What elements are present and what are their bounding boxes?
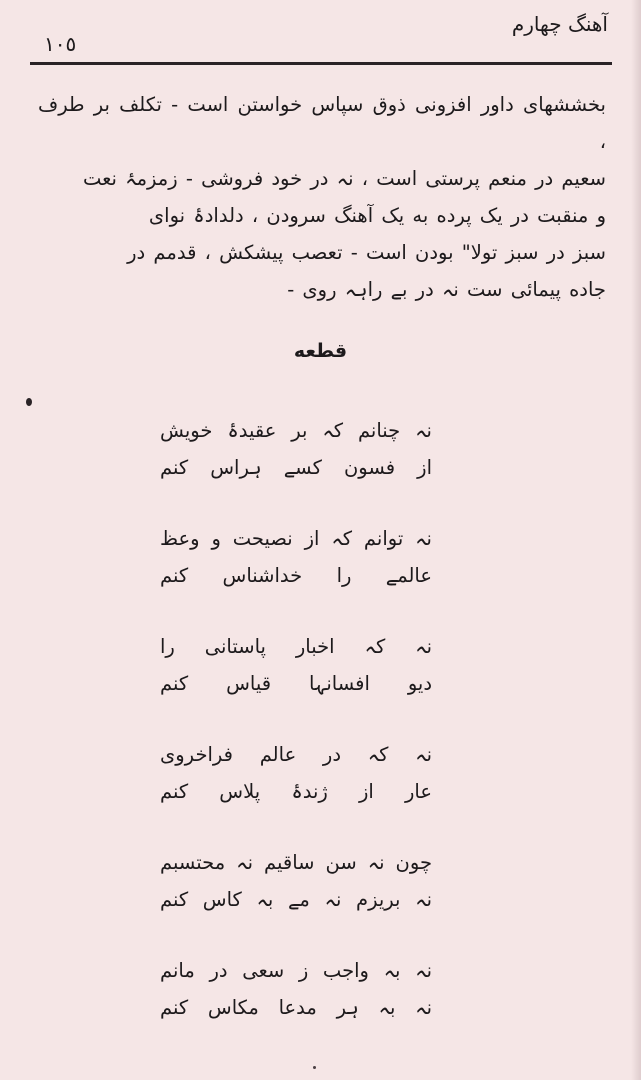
stanza — [160, 844, 432, 918]
verse-line: عالمے را خداشناس کنم — [160, 564, 432, 587]
prose-line: بخششهای داور افزونی ذوق سپاس خواستن است - تکلف بر طرف ، — [38, 93, 606, 153]
page-header — [30, 10, 612, 62]
prose-paragraph — [38, 86, 606, 308]
verse-line: نہ کہ در عالم فراخروی — [160, 743, 432, 766]
ink-spot — [26, 398, 32, 406]
prose-line: و منقبت در یک پرده به یک آهنگ سرودن ، دلدادۂ نوای — [148, 204, 606, 227]
verse-line: عار از ژندۂ پلاس کنم — [160, 780, 432, 803]
poem — [160, 412, 432, 1060]
verse-line: نہ کہ اخبار پاستانی را — [160, 635, 432, 658]
section-title: قطعه — [293, 340, 348, 362]
verse-line: نہ بہ ہر مدعا مکاس کنم — [160, 996, 432, 1019]
header-rule — [30, 62, 612, 65]
stanza — [160, 412, 432, 486]
verse-line: دیو افسانہا قیاس کنم — [160, 672, 432, 695]
stanza — [160, 520, 432, 594]
stanza — [160, 952, 432, 1026]
verse-line: نہ بہ واجب ز سعی در مانم — [160, 959, 432, 982]
running-head: آهنگ چهارم — [511, 12, 608, 36]
verse-line: چون نہ سن ساقیم نہ محتسبم — [160, 851, 432, 874]
verse-line: از فسون کسے ہراس کنم — [160, 456, 432, 479]
stanza — [160, 628, 432, 702]
prose-line: سبز در سبز تولا" بودن است - تعصب پیشکش ، قدمم در — [127, 241, 606, 264]
prose-line: جاده پیمائی ست نہ در بے راہہ روی - — [287, 278, 606, 301]
ink-dot — [313, 1066, 316, 1069]
verse-line: نہ بریزم نہ مے بہ کاس کنم — [160, 888, 432, 911]
stanza — [160, 736, 432, 810]
prose-line: سعیم در منعم پرستی است ، نہ در خود فروشی - زمزمۂ نعت — [82, 167, 606, 190]
verse-line: نہ توانم کہ از نصیحت و وعظ — [160, 527, 432, 550]
verse-line: نہ چنانم کہ بر عقیدۂ خویش — [160, 419, 432, 442]
page-number: ١٠٥ — [44, 32, 77, 56]
